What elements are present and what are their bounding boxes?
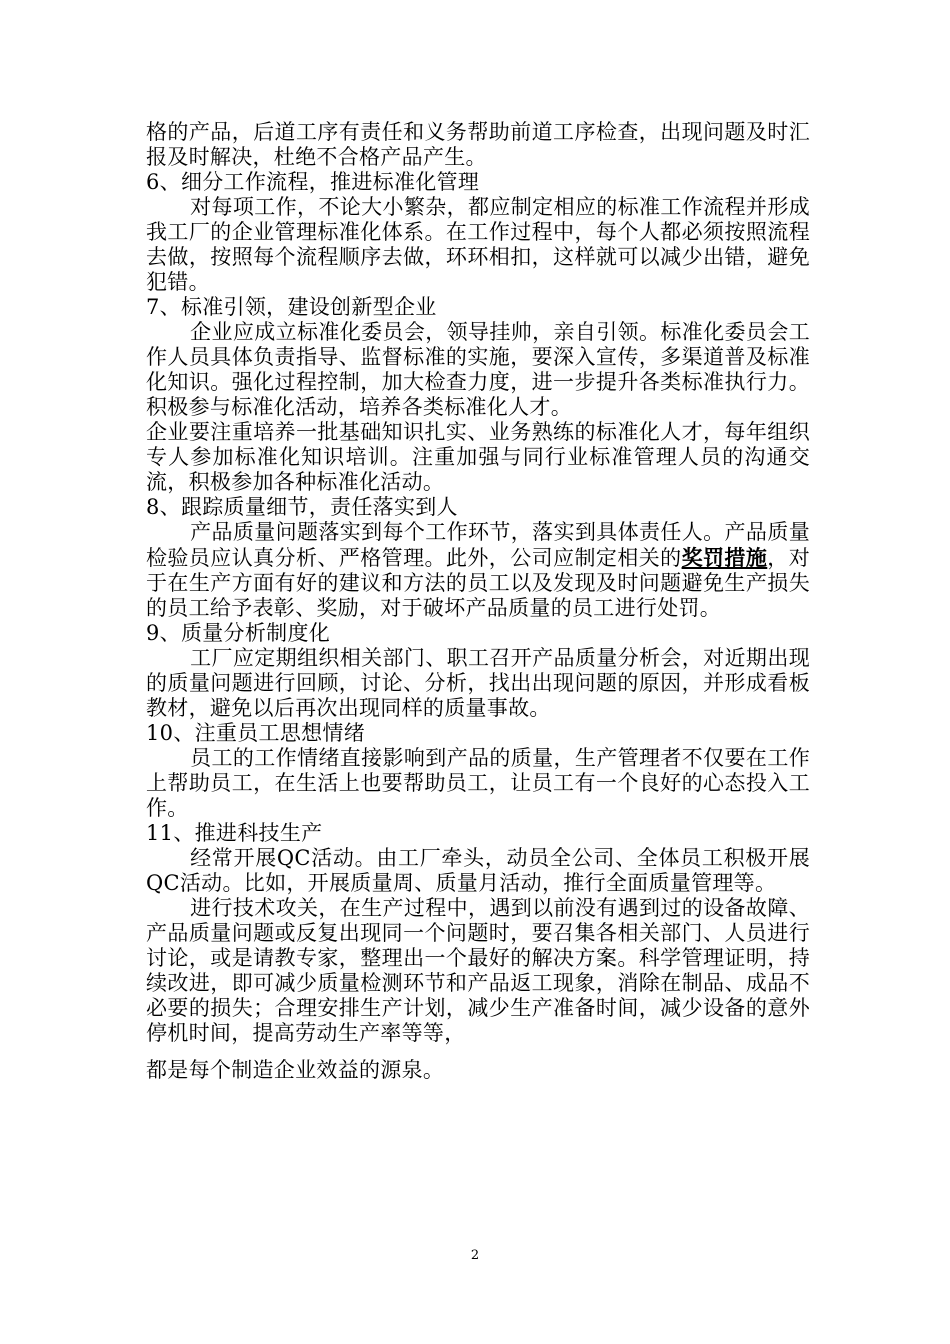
section-9-heading: 9、质量分析制度化 <box>146 621 331 645</box>
section-11-paragraph-1: 经常开展QC活动。由工厂牵头，动员全公司、全体员工积极开展QC活动。比如，开展质量周、质量月活动，推行全面质量管理等。 <box>146 846 810 895</box>
document-body <box>146 120 810 1083</box>
section-11-paragraph-2: 进行技术攻关，在生产过程中，遇到以前没有遇到过的设备故障、产品质量问题或反复出现同一个问题时，要召集各相关部门、人员进行讨论，或是请教专家，整理出一个最好的解决方案。科学管理证明，持续改进，即可减少质量检测环节和产品返工现象，消除在制品、成品不必要的损失；合理安排生产计划，减少生产准备时间，减少设备的意外停机时间，提高劳动生产率等等， <box>146 896 810 1045</box>
reward-punishment-link[interactable]: 奖罚措施 <box>681 545 768 570</box>
section-10-paragraph: 员工的工作情绪直接影响到产品的质量，生产管理者不仅要在工作上帮助员工，在生活上也要帮助员工，让员工有一个良好的心态投入工作。 <box>146 746 810 820</box>
page-number: 2 <box>470 1248 480 1263</box>
section-8-text-before: 产品质量问题落实到每个工作环节，落实到具体责任人。产品质量检验员应认真分析、严格管理。此外，公司应制定相关的 <box>146 520 810 570</box>
section-6-paragraph: 对每项工作，不论大小繁杂，都应制定相应的标准工作流程并形成我工厂的企业管理标准化体系。在工作过程中，每个人都必须按照流程去做，按照每个流程顺序去做，环环相扣，这样就可以减少出错，避免犯错。 <box>146 195 810 294</box>
section-11-closing: 都是每个制造企业效益的源泉。 <box>146 1058 445 1082</box>
section-7-paragraph-2: 企业要注重培养一批基础知识扎实、业务熟练的标准化人才，每年组织专人参加标准化知识培训。注重加强与同行业标准管理人员的沟通交流，积极参加各种标准化活动。 <box>146 420 810 494</box>
section-10-heading: 10、注重员工思想情绪 <box>146 721 366 745</box>
section-7-heading: 7、标准引领，建设创新型企业 <box>146 295 437 319</box>
section-8-paragraph <box>146 520 810 621</box>
section-11-heading: 11、推进科技生产 <box>146 821 323 845</box>
section-6-heading: 6、细分工作流程，推进标准化管理 <box>146 170 480 194</box>
section-7-paragraph-1: 企业应成立标准化委员会，领导挂帅，亲自引领。标准化委员会工作人员具体负责指导、监督标准的实施，要深入宣传，多渠道普及标准化知识。强化过程控制，加大检查力度，进一步提升各类标准执行力。积极参与标准化活动，培养各类标准化人才。 <box>146 320 810 419</box>
continuation-paragraph: 格的产品，后道工序有责任和义务帮助前道工序检查，出现问题及时汇报及时解决，杜绝不合格产品产生。 <box>146 120 810 169</box>
section-9-paragraph: 工厂应定期组织相关部门、职工召开产品质量分析会，对近期出现的质量问题进行回顾，讨论、分析，找出出现问题的原因，并形成看板教材，避免以后再次出现同样的质量事故。 <box>146 646 810 720</box>
section-8-text-after: ，对于在生产方面有好的建议和方法的员工以及发现及时问题避免生产损失的员工给予表彰、奖励，对于破坏产品质量的员工进行处罚。 <box>146 546 811 620</box>
section-8-heading: 8、跟踪质量细节，责任落实到人 <box>146 495 458 519</box>
